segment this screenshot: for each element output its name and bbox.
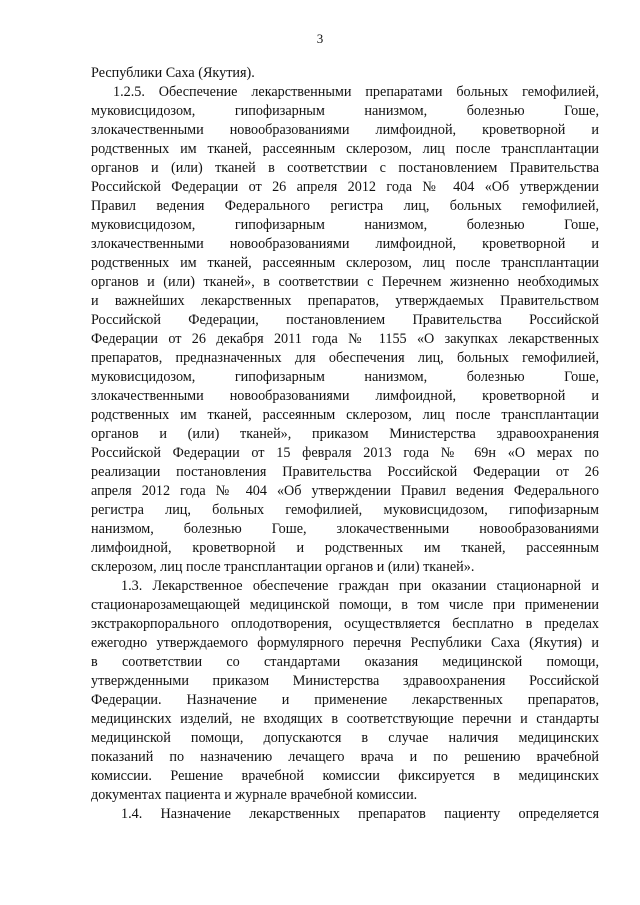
text-line: показаний по назначению лечащего врача и по решению врачебной (91, 749, 599, 765)
text-line: и важнейших лекарственных препаратов, утверждаемых Правительством (91, 293, 599, 309)
text-line: склерозом, лиц после трансплантации органов и (или) тканей». (91, 559, 475, 575)
text-line: родственных им тканей, рассеянным склерозом, лиц после трансплантации (91, 255, 599, 271)
text-line: злокачественными новообразованиями лимфоидной, кроветворной и (91, 236, 599, 252)
text-line: документах пациента и журнале врачебной комиссии. (91, 787, 418, 803)
text-line: Правил ведения Федерального регистра лиц, больных гемофилией, (91, 198, 599, 214)
text-line: родственных им тканей, рассеянным склерозом, лиц после трансплантации (91, 407, 599, 423)
text-line: апреля 2012 года № 404 «Об утверждении Правил ведения Федерального (91, 483, 599, 499)
document-body (91, 64, 599, 824)
text-line: экстракорпорального оплодотворения, осуществляется бесплатно в пределах (91, 616, 599, 632)
text-line: злокачественными новообразованиями лимфоидной, кроветворной и (91, 122, 599, 138)
text-line: Федерации от 26 декабря 2011 года № 1155 «О закупках лекарственных (91, 331, 599, 347)
text-line: лимфоидной, кроветворной и родственных им тканей, рассеянным (91, 540, 599, 556)
text-line: родственных им тканей, рассеянным склерозом, лиц после трансплантации (91, 141, 599, 157)
text-line: утвержденными приказом Министерства здравоохранения Российской (91, 673, 599, 689)
text-line: органов и (или) тканей», в соответствии с Перечнем жизненно необходимых (91, 274, 599, 290)
text-line: нанизмом, болезнью Гоше, злокачественными новообразованиями (91, 521, 599, 537)
text-line: комиссии. Решение врачебной комиссии фиксируется в медицинских (91, 768, 599, 784)
text-line: Российской Федерации, постановлением Правительства Российской (91, 312, 599, 328)
text-line: стационарозамещающей медицинской помощи, в том числе при применении (91, 597, 599, 613)
text-line: муковисцидозом, гипофизарным нанизмом, болезнью Гоше, (91, 103, 599, 119)
text-line: муковисцидозом, гипофизарным нанизмом, болезнью Гоше, (91, 217, 599, 233)
text-line: препаратов, предназначенных для обеспечения лиц, больных гемофилией, (91, 350, 599, 366)
text-line: медицинских изделий, не входящих в соответствующие перечни и стандарты (91, 711, 599, 727)
text-line: Республики Саха (Якутия). (91, 65, 255, 81)
text-line: 1.4. Назначение лекарственных препаратов пациенту определяется (121, 806, 599, 822)
text-line: муковисцидозом, гипофизарным нанизмом, болезнью Гоше, (91, 369, 599, 385)
text-line: злокачественными новообразованиями лимфоидной, кроветворной и (91, 388, 599, 404)
page-number: 3 (316, 31, 324, 46)
text-line: 1.2.5. Обеспечение лекарственными препаратами больных гемофилией, (113, 84, 599, 100)
text-line: органов и (или) тканей в соответствии с постановлением Правительства (91, 160, 599, 176)
text-line: реализации постановления Правительства Российской Федерации от 26 (91, 464, 599, 480)
text-line: 1.3. Лекарственное обеспечение граждан при оказании стационарной и (121, 578, 599, 594)
text-line: Российской Федерации от 15 февраля 2013 года № 69н «О мерах по (91, 445, 599, 461)
text-line: в соответствии со стандартами оказания медицинской помощи, (91, 654, 599, 670)
text-line: медицинской помощи, допускаются в случае наличия медицинских (91, 730, 599, 746)
text-line: Российской Федерации от 26 апреля 2012 года № 404 «Об утверждении (91, 179, 599, 195)
text-line: Федерации. Назначение и применение лекарственных препаратов, (91, 692, 599, 708)
text-line: регистра лиц, больных гемофилией, муковисцидозом, гипофизарным (91, 502, 599, 518)
text-line: органов и (или) тканей», приказом Министерства здравоохранения (91, 426, 599, 442)
text-line: ежегодно утверждаемого формулярного перечня Республики Саха (Якутия) и (91, 635, 599, 651)
